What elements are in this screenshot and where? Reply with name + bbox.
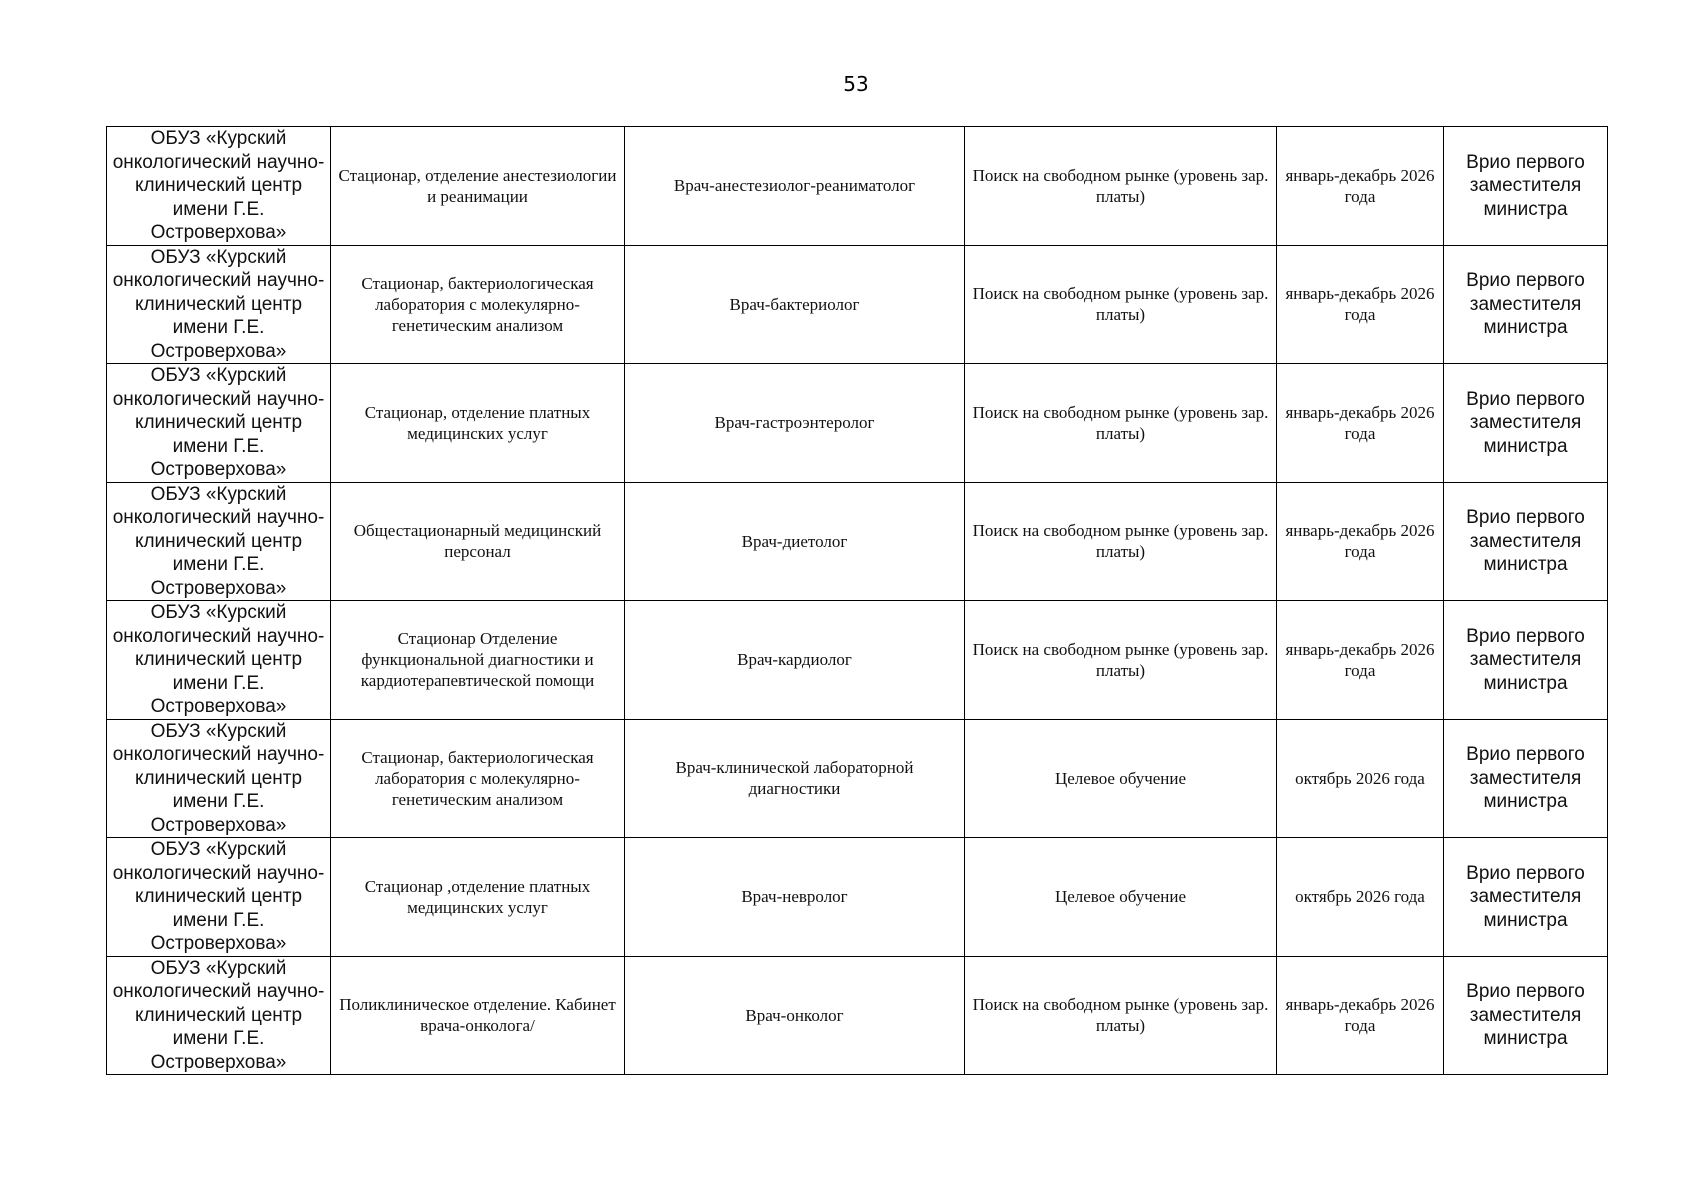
period-cell xyxy=(1277,364,1444,483)
position-cell-text: Врач-анестезиолог-реаниматолог xyxy=(673,176,916,196)
period-cell-text: январь-декабрь 2026 года xyxy=(1285,284,1435,325)
organization-cell xyxy=(107,364,331,483)
department-cell xyxy=(331,127,625,246)
recruitment-method-cell-text: Целевое обучение xyxy=(1054,768,1187,788)
department-cell xyxy=(331,956,625,1075)
recruitment-method-cell-text: Поиск на свободном рынке (уровень зар. платы) xyxy=(972,995,1269,1036)
department-cell-text: Стационар Отделение функциональной диагностики и кардиотерапевтической помощи xyxy=(360,629,595,691)
position-cell-text: Врач-клинической лабораторной диагностики xyxy=(675,758,914,799)
department-cell-text: Стационар, бактериологическая лаборатория с молекулярно-генетическим анализом xyxy=(361,273,594,335)
position-cell xyxy=(625,956,965,1075)
period-cell xyxy=(1277,838,1444,957)
organization-cell-text: ОБУЗ «Курский онкологический научно-клинический центр имени Г.Е. Островерхова» xyxy=(112,720,325,836)
department-cell xyxy=(331,838,625,957)
page-number: 53 xyxy=(843,72,869,96)
period-cell xyxy=(1277,482,1444,601)
period-cell xyxy=(1277,719,1444,838)
recruitment-method-cell xyxy=(965,127,1277,246)
responsible-cell-text: Врио первого заместителя министра xyxy=(1466,388,1585,457)
table-row xyxy=(107,482,1608,601)
period-cell-text: январь-декабрь 2026 года xyxy=(1285,995,1435,1036)
period-cell xyxy=(1277,956,1444,1075)
recruitment-method-cell-text: Поиск на свободном рынке (уровень зар. платы) xyxy=(972,165,1269,206)
recruitment-method-cell-text: Целевое обучение xyxy=(1054,887,1187,907)
organization-cell-text: ОБУЗ «Курский онкологический научно-клинический центр имени Г.Е. Островерхова» xyxy=(112,602,325,717)
period-cell-text: октябрь 2026 года xyxy=(1295,768,1425,788)
position-cell xyxy=(625,838,965,957)
organization-cell xyxy=(107,719,331,838)
table-row xyxy=(107,719,1608,838)
position-cell xyxy=(625,245,965,364)
recruitment-method-cell xyxy=(965,482,1277,601)
organization-cell-text: ОБУЗ «Курский онкологический научно-клинический центр имени Г.Е. Островерхова» xyxy=(112,839,325,954)
table-body xyxy=(107,127,1608,1075)
period-cell xyxy=(1277,127,1444,246)
table-row xyxy=(107,364,1608,483)
responsible-cell-text: Врио первого заместителя министра xyxy=(1466,625,1585,694)
responsible-cell xyxy=(1444,245,1608,364)
table-row xyxy=(107,245,1608,364)
position-cell-text: Врач-гастроэнтеролог xyxy=(714,413,875,433)
period-cell-text: январь-декабрь 2026 года xyxy=(1285,165,1435,206)
position-cell-text: Врач-невролог xyxy=(741,887,848,907)
table-row xyxy=(107,601,1608,720)
organization-cell-text: ОБУЗ «Курский онкологический научно-клинический центр имени Г.Е. Островерхова» xyxy=(112,365,325,480)
organization-cell-text: ОБУЗ «Курский онкологический научно-клинический центр имени Г.Е. Островерхова» xyxy=(112,246,325,362)
position-cell xyxy=(625,364,965,483)
recruitment-method-cell-text: Поиск на свободном рынке (уровень зар. платы) xyxy=(972,639,1269,680)
responsible-cell-text: Врио первого заместителя министра xyxy=(1466,270,1585,338)
position-cell xyxy=(625,482,965,601)
recruitment-method-cell xyxy=(965,956,1277,1075)
table-row xyxy=(107,956,1608,1075)
recruitment-method-cell xyxy=(965,719,1277,838)
responsible-cell-text: Врио первого заместителя министра xyxy=(1466,744,1585,812)
responsible-cell xyxy=(1444,719,1608,838)
organization-cell-text: ОБУЗ «Курский онкологический научно-клинический центр имени Г.Е. Островерхова» xyxy=(112,128,325,243)
table-row xyxy=(107,838,1608,957)
position-cell-text: Врач-онколог xyxy=(745,1005,844,1025)
responsible-cell xyxy=(1444,482,1608,601)
recruitment-method-cell xyxy=(965,838,1277,957)
department-cell-text: Стационар, отделение платных медицинских услуг xyxy=(364,402,591,443)
organization-cell xyxy=(107,601,331,720)
department-cell xyxy=(331,364,625,483)
department-cell-text: Общестационарный медицинский персонал xyxy=(353,521,602,562)
table-row xyxy=(107,127,1608,246)
department-cell xyxy=(331,719,625,838)
recruitment-method-cell-text: Поиск на свободном рынке (уровень зар. платы) xyxy=(972,521,1269,562)
department-cell-text: Поликлиническое отделение. Кабинет врача-онколога/ xyxy=(339,995,616,1036)
department-cell xyxy=(331,601,625,720)
department-cell-text: Стационар, отделение анестезиологии и реанимации xyxy=(338,165,617,206)
recruitment-method-cell xyxy=(965,601,1277,720)
recruitment-method-cell xyxy=(965,364,1277,483)
period-cell xyxy=(1277,245,1444,364)
responsible-cell xyxy=(1444,956,1608,1075)
responsible-cell xyxy=(1444,601,1608,720)
period-cell-text: январь-декабрь 2026 года xyxy=(1285,521,1435,562)
organization-cell xyxy=(107,245,331,364)
department-cell-text: Стационар ,отделение платных медицинских услуг xyxy=(364,876,591,917)
position-cell-text: Врач-кардиолог xyxy=(737,650,852,670)
department-cell xyxy=(331,482,625,601)
responsible-cell xyxy=(1444,364,1608,483)
organization-cell-text: ОБУЗ «Курский онкологический научно-клинический центр имени Г.Е. Островерхова» xyxy=(112,483,325,599)
responsible-cell-text: Врио первого заместителя министра xyxy=(1466,981,1585,1049)
organization-cell xyxy=(107,127,331,246)
position-cell xyxy=(625,601,965,720)
position-cell xyxy=(625,719,965,838)
position-cell-text: Врач-бактериолог xyxy=(729,294,860,314)
period-cell xyxy=(1277,601,1444,720)
responsible-cell xyxy=(1444,127,1608,246)
responsible-cell-text: Врио первого заместителя министра xyxy=(1466,507,1585,575)
period-cell-text: октябрь 2026 года xyxy=(1295,887,1425,907)
recruitment-method-cell-text: Поиск на свободном рынке (уровень зар. платы) xyxy=(972,284,1269,325)
responsible-cell-text: Врио первого заместителя министра xyxy=(1466,862,1585,931)
responsible-cell-text: Врио первого заместителя министра xyxy=(1466,151,1585,220)
period-cell-text: январь-декабрь 2026 года xyxy=(1285,639,1435,680)
responsible-cell xyxy=(1444,838,1608,957)
staffing-table xyxy=(106,126,1608,1075)
recruitment-method-cell xyxy=(965,245,1277,364)
position-cell-text: Врач-диетолог xyxy=(741,531,848,551)
organization-cell xyxy=(107,956,331,1075)
period-cell-text: январь-декабрь 2026 года xyxy=(1285,402,1435,443)
department-cell xyxy=(331,245,625,364)
department-cell-text: Стационар, бактериологическая лаборатория с молекулярно-генетическим анализом xyxy=(361,747,594,809)
organization-cell xyxy=(107,482,331,601)
recruitment-method-cell-text: Поиск на свободном рынке (уровень зар. платы) xyxy=(972,402,1269,443)
organization-cell-text: ОБУЗ «Курский онкологический научно-клинический центр имени Г.Е. Островерхова» xyxy=(112,957,325,1073)
organization-cell xyxy=(107,838,331,957)
position-cell xyxy=(625,127,965,246)
